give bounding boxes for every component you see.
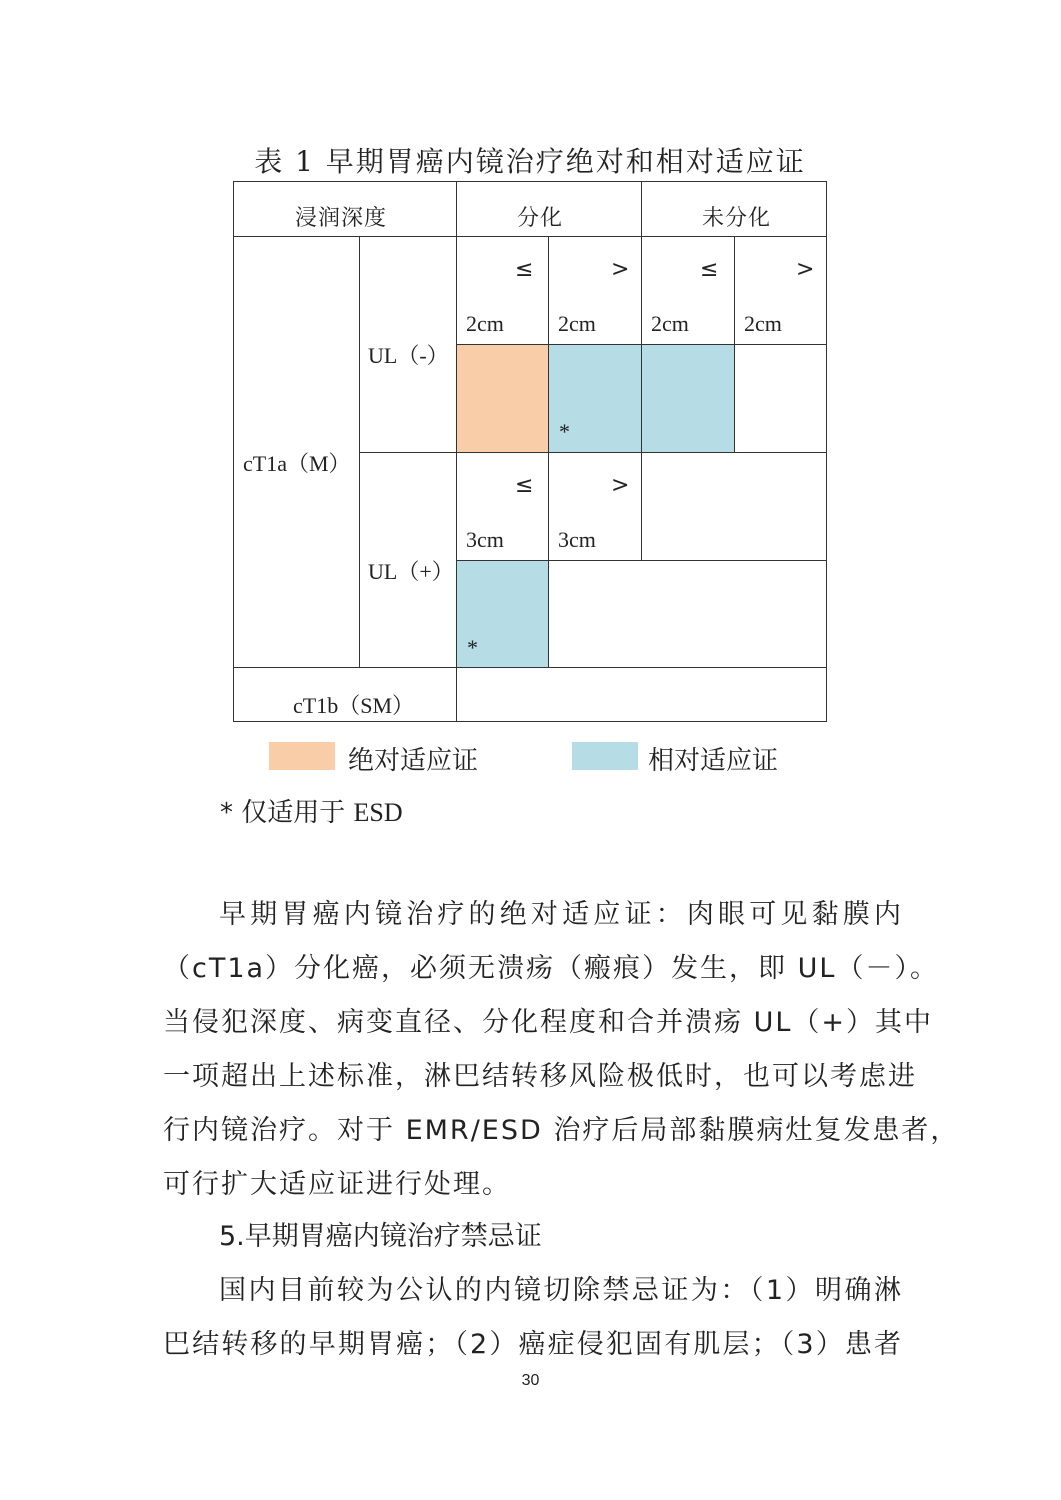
size-value: 2cm: [744, 311, 782, 336]
vline-ul: [359, 236, 360, 667]
size-value: 2cm: [651, 311, 689, 336]
hline-ulpos-size: [456, 560, 827, 561]
table-caption: 表 1 早期胃癌内镜治疗绝对和相对适应证: [254, 145, 806, 178]
legend-swatch-relative: [572, 742, 638, 770]
size-value: 2cm: [466, 311, 504, 336]
legend-swatch-absolute: [269, 742, 335, 770]
header-depth: 浸润深度: [295, 206, 388, 231]
legend-absolute-label: 绝对适应证: [348, 746, 479, 776]
size-symbol: >: [611, 257, 630, 282]
vline-ulpos-size-end: [641, 452, 642, 560]
esd-marker: *: [559, 419, 570, 444]
legend-relative-label: 相对适应证: [648, 746, 779, 776]
table-border-top: [233, 181, 827, 182]
hline-ul-split: [359, 452, 827, 453]
esd-marker: *: [467, 635, 478, 660]
size-value: 2cm: [558, 311, 596, 336]
table-border-bottom: [233, 721, 827, 722]
row-label-ct1b: cT1b（SM）: [293, 693, 415, 718]
hline-ct1b: [233, 667, 827, 668]
paragraph-absolute-indications: [163, 888, 960, 1212]
vline-undiff-split: [734, 236, 735, 452]
size-value: 3cm: [466, 527, 504, 552]
indication-table: [233, 181, 827, 722]
paragraph-line: （cT1a）分化癌，必须无溃疡（瘢痕）发生，即 UL（－）。: [163, 953, 939, 984]
size-symbol: ≤: [515, 473, 534, 498]
size-symbol: >: [796, 257, 815, 282]
header-undifferentiated: 未分化: [702, 206, 772, 231]
section-heading-5: 5.早期胃癌内镜治疗禁忌证: [219, 1221, 542, 1252]
vline-depth: [456, 181, 457, 722]
cell-relative-undiff-le2: [641, 344, 734, 452]
row-label-ul-neg: UL（-）: [368, 343, 449, 368]
header-differentiated: 分化: [517, 206, 564, 231]
esd-footnote: [220, 792, 403, 829]
size-symbol: ≤: [515, 257, 534, 282]
paragraph-line: 可行扩大适应证进行处理。: [163, 1169, 511, 1200]
paragraph-line: 行内镜治疗。对于 EMR/ESD 治疗后局部黏膜病灶复发患者，: [163, 1115, 960, 1146]
vline-diff-split: [548, 236, 549, 667]
paragraph-line: 一项超出上述标准，淋巴结转移风险极低时，也可以考虑进: [163, 1061, 917, 1092]
paragraph-line: 巴结转移的早期胃癌；（2）癌症侵犯固有肌层；（3）患者: [163, 1329, 903, 1360]
page-number: 30: [521, 1372, 540, 1389]
size-symbol: ≤: [700, 257, 719, 282]
paragraph-line: 早期胃癌内镜治疗的绝对适应证：肉眼可见黏膜内: [219, 899, 903, 930]
vline-diff-undiff: [641, 181, 642, 452]
footnote-esd: ESD: [353, 798, 403, 827]
paragraph-line: 国内目前较为公认的内镜切除禁忌证为：（1）明确淋: [219, 1275, 903, 1306]
paragraph-contraindications: [163, 1264, 903, 1372]
row-label-ct1a: cT1a（M）: [243, 451, 351, 476]
size-value: 3cm: [558, 527, 596, 552]
cell-absolute-diff-le2: [456, 344, 548, 452]
row-label-ul-pos: UL（+）: [368, 559, 454, 584]
paragraph-line: 当侵犯深度、病变直径、分化程度和合并溃疡 UL（+）其中: [163, 1007, 934, 1038]
hline-header: [233, 236, 827, 237]
footnote-prefix: * 仅适用于: [220, 798, 354, 828]
table-border-left: [233, 181, 234, 722]
size-symbol: >: [611, 473, 630, 498]
